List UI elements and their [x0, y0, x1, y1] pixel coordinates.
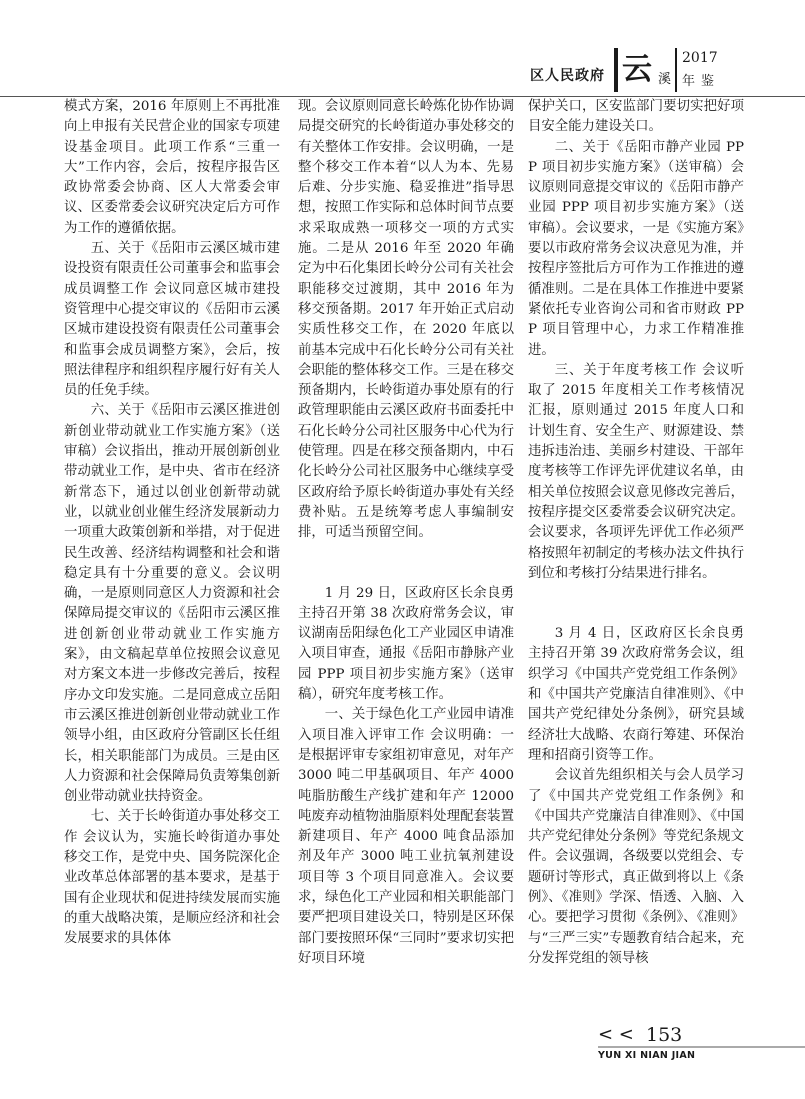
column-2	[298, 97, 514, 969]
paragraph: 保护关口，区安监部门要切实把好项目安全能力建设关口。	[528, 99, 744, 135]
column-3	[528, 97, 744, 969]
header-divider-2	[675, 48, 677, 92]
page-number: 153	[646, 1024, 683, 1046]
paragraph: 二、关于《岳阳市静产业园 PPP 项目初步实施方案》（送审稿）会议原则同意提交审议的《岳阳市静产业园 PPP 项目初步实施方案》（送审稿）。会议要求，一是《实施方案》要以市政府常务会议决意见为准，并按程序签批后方可作为工作推进的遵循准则。二是在具体工作推进中要紧紧依托专业咨询公司和省市财政 PPP 项目管理中心，力求工作精准推进。	[528, 139, 744, 358]
paragraph: 现。会议原则同意长岭炼化协作协调局提交研究的长岭街道办事处移交的有关整体工作安排。会议明确，一是整个移交工作本着“以人为本、先易后难、分步实施、稳妥推进”指导思想，按照工作实际和总体时间节点要求采取成熟一项移交一项的方式实施。二是从 2016 年至 2020 年确定为中石化集团长岭分公司有关社会职能移交过渡期，其中 2016 年为移交预备期。2017 年开始正式启动实质性移交工作，在 2020 年底以前基本完成中石化长岭分公司有关社会职能的整体移交工作。三是在移交预备期内，长岭街道办事处原有的行政管理职能由云溪区政府书面委托中石化长岭分公司社区服务中心代为行使管理。四是在移交预备期内，中石化长岭分公司社区服务中心继续享受区政府给予原长岭街道办事处有关经费补贴。五是统筹考虑人事编制安排，可适当预留空间。	[298, 99, 514, 541]
paragraph: 三、关于年度考核工作 会议听取了 2015 年度相关工作考核情况汇报，原则通过 2015 年度人口和计划生育、安全生产、财源建设、禁违拆违治违、美丽乡村建设、干部年度考核等工作评先评优建议名单，由相关单位按照会议意见修改完善后，按程序提交区委常委会议研究决定。会议要求，各项评先评优工作必须严格按照年初制定的考核办法文件执行到位和考核打分结果进行排名。	[528, 362, 744, 581]
paragraph: 五、关于《岳阳市云溪区城市建设投资有限责任公司董事会和监事会成员调整工作 会议同意区城市建投资管理中心提交审议的《岳阳市云溪区城市建设投资有限责任公司董事会和监事会成员调整方案》，会后，按照法律程序和组织程序履行好有关人员的任免手续。	[64, 241, 280, 399]
section-title: 区人民政府	[530, 68, 605, 84]
paragraph: 会议首先组织相关与会人员学习了《中国共产党党组工作条例》和《中国共产党廉洁自律准则》、《中国共产党纪律处分条例》等党纪条规文件。会议强调，各级要以党组会、专题研讨等形式，真正做到将以上《条例》、《准则》学深、悟透、入脑、入心。要把学习贯彻《条例》、《准则》与“三严三实”专题教育结合起来，充分发挥党组的领导核	[528, 768, 744, 966]
paragraph: 七、关于长岭街道办事处移交工作 会议认为，实施长岭街道办事处移交工作，是党中央、国务院深化企业改革总体部署的基本要求，是基于国有企业现状和促进持续发展而实施的重大战略决策，是顺应经济和社会发展要求的具体体	[64, 809, 280, 947]
column-1	[64, 97, 280, 949]
paragraph: 3 月 4 日，区政府区长余良勇主持召开第 39 次政府常务会议，组织学习《中国共产党党组工作条例》和《中国共产党廉洁自律准则》、《中国共产党纪律处分条例》，研究县域经济壮大战略、农商行筹建、环保治理和招商引资等工作。	[528, 626, 744, 763]
yearbook-year: 2017	[682, 50, 718, 66]
page-number-block	[598, 1024, 805, 1050]
yearbook-word: 年鉴	[682, 74, 721, 89]
brand-char: 云	[622, 52, 652, 87]
paragraph: 模式方案，2016 年原则上不再批准向上申报有关民营企业的国家专项建设基金项目。此项工作系“三重一大”工作内容，会后，按程序报告区政协常委会协商、区人大常委会审议、区委常委会议研究决定后方可作为工作的遵循依据。	[64, 99, 280, 236]
running-header	[530, 38, 805, 92]
header-divider	[614, 48, 618, 92]
brand-char-2: 溪	[658, 72, 672, 87]
chevron-left-icon: < <	[598, 1024, 634, 1045]
paragraph: 六、关于《岳阳市云溪区推进创新创业带动就业工作实施方案》（送审稿）会议指出，推动开展创新创业带动就业工作，是中央、省市在经济新常态下，通过以创业创新带动就业，以就业创业催生经济发展新动力一项重大政策创新和举措，对于促进民生改善、经济结构调整和社会和谐稳定具有十分重要的意义。会议明确，一是原则同意区人力资源和社会保障局提交审议的《岳阳市云溪区推进创新创业带动就业工作实施方案》，由文稿起草单位按照会议意见对方案文本进一步修改完善后，按程序办文印发实施。二是同意成立岳阳市云溪区推进创新创业带动就业工作领导小组，由区政府分管副区长任组长，相关职能部门为成员。三是由区人力资源和社会保障局负责筹集创新创业带动就业扶持资金。	[64, 403, 280, 805]
footer-rule	[598, 1046, 805, 1048]
romanized-title: YUN XI NIAN JIAN	[598, 1050, 696, 1061]
paragraph: 一、关于绿色化工产业园申请准入项目准入评审工作 会议明确：一是根据评审专家组初审意见，对年产 3000 吨二甲基砜项目、年产 4000 吨脂肪酸生产线扩建和年产 12000 吨废弃动植物油脂原料处理配套装置新建项目、年产 4000 吨食品添加剂及年产 3000 吨工业抗氧剂建设项目等 3 个项目同意准入。会议要求，绿色化工产业园和相关职能部门要严把项目建设关口，特别是区环保部门要按照环保“三同时”要求切实把好项目环境	[298, 707, 514, 966]
paragraph: 1 月 29 日，区政府区长余良勇主持召开第 38 次政府常务会议，审议湖南岳阳绿色化工产业园区申请准入项目审查，通报《岳阳市静脉产业园 PPP 项目初步实施方案》（送审稿），研究年度考核工作。	[298, 585, 514, 703]
